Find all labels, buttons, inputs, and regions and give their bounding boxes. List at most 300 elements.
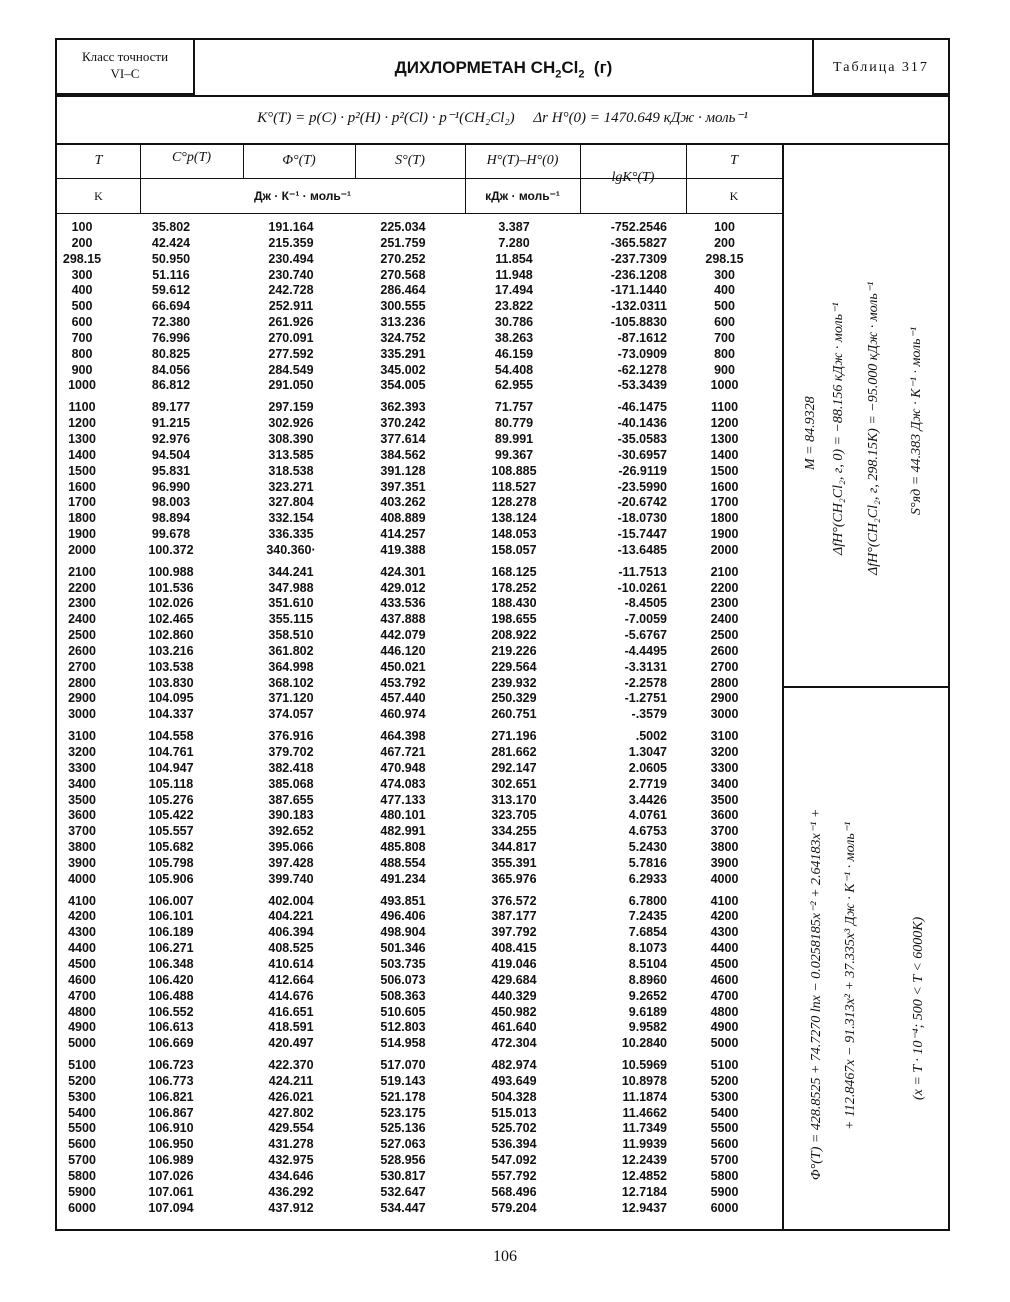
- accuracy-class-label: Класс точности: [81, 49, 169, 64]
- table-cell: 91.215: [151, 416, 191, 431]
- row-group: [57, 729, 782, 887]
- table-cell: 420.497: [268, 1036, 314, 1051]
- table-cell: 5500: [68, 1121, 96, 1136]
- table-row: [57, 495, 782, 511]
- table-cell: 188.430: [491, 596, 537, 611]
- table-cell: 148.053: [491, 527, 537, 542]
- unit-kJ: кДж · моль⁻¹: [485, 189, 560, 203]
- table-cell: 450.021: [380, 659, 426, 674]
- table-cell: 100: [714, 220, 735, 234]
- table-cell: 470.948: [380, 760, 426, 775]
- phi-formula-line2: + 112.8467x − 91.313x² + 37.335x³ Дж · К⁻¹ · моль⁻¹: [843, 821, 858, 1130]
- table-cell: 2200: [710, 580, 739, 595]
- table-cell: 442.079: [380, 628, 426, 643]
- table-cell: 501.346: [380, 941, 426, 956]
- table-cell: 5700: [68, 1153, 96, 1168]
- table-cell: 106.271: [148, 941, 194, 956]
- table-cell: 250.329: [491, 691, 537, 706]
- table-cell: 800: [714, 346, 735, 361]
- table-cell: 107.026: [148, 1168, 194, 1183]
- table-cell: 300.555: [380, 299, 426, 314]
- table-cell: -46.1475: [617, 400, 667, 415]
- table-cell: 498.904: [380, 925, 426, 940]
- table-cell: 399.740: [268, 871, 314, 886]
- table-cell: 2900: [68, 691, 96, 706]
- table-cell: 3500: [710, 792, 739, 807]
- table-cell: 426.021: [268, 1089, 314, 1104]
- table-cell: 1500: [710, 463, 739, 478]
- table-cell: 4.6753: [628, 824, 667, 839]
- table-cell: 482.974: [491, 1058, 537, 1073]
- table-cell: 35.802: [151, 220, 191, 234]
- table-cell: 313.170: [491, 792, 537, 807]
- table-row: [57, 432, 782, 448]
- table-cell: 12.4852: [621, 1168, 667, 1183]
- table-cell: 419.388: [380, 542, 426, 557]
- table-cell: 429.684: [491, 972, 537, 987]
- table-cell: 800: [71, 346, 93, 361]
- table-cell: 412.664: [268, 972, 314, 987]
- table-row: [57, 596, 782, 612]
- table-cell: 106.821: [148, 1089, 194, 1104]
- table-cell: 515.013: [491, 1105, 537, 1120]
- table-cell: 2500: [710, 628, 739, 643]
- table-cell: -5.6767: [624, 628, 667, 643]
- table-cell: 900: [714, 362, 735, 377]
- table-cell: 433.536: [380, 596, 426, 611]
- table-cell: 431.278: [268, 1137, 314, 1152]
- table-cell: 99.367: [494, 447, 534, 462]
- table-cell: 418.591: [268, 1020, 314, 1035]
- table-cell: 80.825: [151, 346, 191, 361]
- table-row: [57, 1121, 782, 1137]
- table-cell: 102.860: [148, 628, 194, 643]
- table-cell: 5900: [68, 1184, 96, 1199]
- table-row: [57, 707, 782, 723]
- table-cell: 5600: [68, 1137, 96, 1152]
- table-row: [57, 909, 782, 925]
- table-cell: 382.418: [268, 760, 314, 775]
- table-cell: 105.422: [148, 808, 194, 823]
- table-cell: 5500: [710, 1121, 739, 1136]
- table-row: [57, 761, 782, 777]
- table-row: [57, 793, 782, 809]
- col-header-T2: T: [730, 153, 738, 168]
- table-cell: 1200: [710, 416, 739, 431]
- table-cell: -73.0909: [617, 346, 667, 361]
- table-cell: 2300: [710, 596, 739, 611]
- table-number: Таблица 317: [812, 40, 948, 95]
- table-cell: 485.808: [380, 840, 426, 855]
- table-cell: 500: [714, 299, 735, 314]
- table-row: [57, 1185, 782, 1201]
- table-cell: 528.956: [380, 1153, 426, 1168]
- table-cell: 437.912: [268, 1200, 314, 1215]
- table-cell: 12.7184: [621, 1184, 667, 1199]
- table-cell: 2800: [68, 675, 96, 690]
- table-cell: 408.415: [491, 941, 537, 956]
- table-cell: 298.15: [705, 251, 744, 266]
- table-cell: 313.585: [268, 447, 314, 462]
- table-cell: 8.1073: [628, 941, 667, 956]
- table-cell: 318.538: [268, 463, 314, 478]
- table-row: [57, 1137, 782, 1153]
- table-cell: 450.982: [491, 1004, 537, 1019]
- table-cell: 397.351: [380, 479, 426, 494]
- table-cell: 313.236: [380, 315, 426, 330]
- table-cell: 460.974: [380, 707, 426, 722]
- table-cell: -365.5827: [610, 235, 667, 250]
- table-cell: 376.572: [491, 893, 537, 908]
- table-row: [57, 925, 782, 941]
- table-row: [57, 448, 782, 464]
- table-cell: 105.798: [148, 855, 194, 870]
- table-row: [57, 363, 782, 379]
- row-group: [57, 894, 782, 1052]
- table-cell: 5100: [710, 1058, 739, 1073]
- table-cell: 229.564: [491, 659, 537, 674]
- table-cell: 2300: [68, 596, 96, 611]
- table-row: [57, 612, 782, 628]
- table-cell: 600: [714, 315, 735, 330]
- table-cell: 107.061: [148, 1184, 194, 1199]
- table-cell: 404.221: [268, 909, 314, 924]
- table-cell: -236.1208: [610, 267, 667, 282]
- table-cell: 2.7719: [628, 776, 667, 791]
- table-cell: 30.786: [494, 315, 534, 330]
- table-cell: 453.792: [380, 675, 426, 690]
- table-cell: 8.5104: [628, 956, 667, 971]
- table-row: [57, 315, 782, 331]
- table-cell: 436.292: [268, 1184, 314, 1199]
- table-cell: 1800: [68, 511, 96, 526]
- table-cell: -237.7309: [610, 251, 667, 266]
- table-cell: 3700: [710, 824, 739, 839]
- table-row: [57, 973, 782, 989]
- table-cell: 1700: [68, 495, 96, 510]
- table-cell: 3200: [68, 745, 96, 759]
- table-cell: 1200: [68, 416, 96, 431]
- title-phase: (г): [584, 58, 613, 77]
- table-cell: 2000: [68, 542, 96, 557]
- table-cell: 397.792: [491, 925, 537, 940]
- table-cell: 102.026: [148, 596, 194, 611]
- table-cell: 38.263: [494, 330, 534, 345]
- table-row: [57, 660, 782, 676]
- table-cell: 12.2439: [621, 1153, 667, 1168]
- table-cell: 104.947: [148, 760, 194, 775]
- table-cell: 10.5969: [621, 1058, 667, 1073]
- table-row: [57, 480, 782, 496]
- table-cell: 482.991: [380, 824, 426, 839]
- table-row: [57, 957, 782, 973]
- table-cell: 94.504: [151, 447, 191, 462]
- table-cell: 3100: [710, 729, 739, 744]
- table-cell: 7.6854: [628, 925, 667, 940]
- table-cell: 477.133: [380, 792, 426, 807]
- table-cell: 11.7349: [622, 1121, 667, 1136]
- table-cell: 344.817: [491, 840, 537, 855]
- table-cell: 4100: [710, 893, 739, 908]
- table-cell: 89.177: [151, 400, 191, 415]
- table-cell: 92.976: [151, 431, 191, 446]
- col-header-Phi: Φ°(T): [282, 153, 316, 168]
- table-cell: 89.991: [494, 431, 534, 446]
- table-cell: 385.068: [268, 776, 314, 791]
- table-cell: 104.095: [148, 691, 194, 706]
- table-cell: 4000: [710, 871, 739, 886]
- table-cell: 364.998: [268, 659, 314, 674]
- table-row: [57, 236, 782, 252]
- table-cell: 106.669: [148, 1036, 194, 1051]
- table-cell: 496.406: [380, 909, 426, 924]
- table-cell: 106.613: [148, 1020, 194, 1035]
- table-cell: 2100: [68, 564, 96, 579]
- table-cell: 2700: [68, 659, 96, 674]
- equilibrium-formula: [57, 108, 948, 127]
- table-row: [57, 691, 782, 707]
- table-cell: 277.592: [268, 346, 314, 361]
- table-cell: 3.4426: [628, 792, 667, 807]
- table-row: [57, 840, 782, 856]
- table-cell: 106.189: [148, 925, 194, 940]
- table-row: [57, 252, 782, 268]
- table-cell: 355.115: [268, 612, 314, 627]
- table-cell: 700: [714, 330, 735, 345]
- table-cell: 397.428: [268, 855, 314, 870]
- table-cell: 525.702: [491, 1121, 537, 1136]
- table-cell: 1600: [710, 479, 739, 494]
- table-cell: 429.012: [380, 580, 426, 595]
- table-cell: 302.926: [268, 416, 314, 431]
- table-cell: -62.1278: [617, 362, 667, 377]
- table-row: [57, 1169, 782, 1185]
- table-cell: 106.989: [148, 1153, 194, 1168]
- table-row: [57, 347, 782, 363]
- table-cell: 4800: [68, 1004, 96, 1019]
- table-cell: 108.885: [491, 463, 537, 478]
- table-cell: 354.005: [380, 378, 426, 393]
- table-cell: 400: [71, 283, 93, 298]
- table-cell: 440.329: [491, 988, 537, 1003]
- table-row: [57, 824, 782, 840]
- table-row: [57, 628, 782, 644]
- table-cell: 230.494: [268, 251, 314, 266]
- table-cell: 493.851: [380, 893, 426, 908]
- table-cell: 98.894: [151, 511, 191, 526]
- table-cell: 422.370: [268, 1058, 314, 1073]
- table-cell: 54.408: [494, 362, 534, 377]
- table-cell: 11.1874: [622, 1089, 667, 1104]
- table-cell: 5200: [68, 1073, 96, 1088]
- table-cell: 419.046: [491, 956, 537, 971]
- table-cell: 270.091: [268, 330, 314, 345]
- table-cell: 10.2840: [621, 1036, 667, 1051]
- table-cell: 10.8978: [621, 1073, 667, 1088]
- table-cell: 11.854: [495, 251, 533, 266]
- table-cell: 514.958: [380, 1036, 426, 1051]
- table-cell: 103.538: [148, 659, 194, 674]
- table-cell: 105.118: [148, 776, 194, 791]
- col-header-Cp: C°p(T): [171, 150, 212, 165]
- table-cell: 2.0605: [628, 760, 667, 775]
- table-cell: 503.735: [380, 956, 426, 971]
- table-cell: 368.102: [268, 675, 314, 690]
- table-cell: 3400: [68, 776, 96, 791]
- table-row: [57, 527, 782, 543]
- row-group: [57, 565, 782, 723]
- table-cell: 12.9437: [621, 1200, 667, 1215]
- table-cell: -87.1612: [617, 330, 667, 345]
- table-cell: 474.083: [380, 776, 426, 791]
- table-cell: 4900: [68, 1020, 96, 1035]
- table-row: [57, 808, 782, 824]
- table-cell: 406.394: [268, 925, 314, 940]
- table-cell: 105.682: [148, 840, 194, 855]
- table-cell: 374.057: [268, 707, 314, 722]
- table-row: [57, 1201, 782, 1217]
- table-cell: 523.175: [380, 1105, 426, 1120]
- table-cell: 351.610: [268, 596, 314, 611]
- table-cell: -752.2546: [610, 220, 667, 234]
- table-cell: 536.394: [491, 1137, 537, 1152]
- table-cell: 527.063: [380, 1137, 426, 1152]
- table-cell: 6000: [68, 1200, 96, 1215]
- table-cell: 1400: [710, 447, 739, 462]
- table-cell: 5700: [710, 1153, 739, 1168]
- table-cell: 900: [71, 362, 93, 377]
- table-cell: 5400: [68, 1105, 96, 1120]
- table-cell: 1600: [68, 479, 96, 494]
- table-row: [57, 1020, 782, 1036]
- table-cell: 66.694: [151, 299, 191, 314]
- table-cell: 506.073: [380, 972, 426, 987]
- table-cell: 2600: [68, 643, 96, 658]
- table-cell: -1.2751: [624, 691, 667, 706]
- table-cell: 208.922: [491, 628, 537, 643]
- table-cell: 191.164: [268, 220, 314, 234]
- table-cell: 3400: [710, 776, 739, 791]
- table-cell: -7.0059: [624, 612, 667, 627]
- table-cell: 1400: [68, 447, 96, 462]
- table-cell: 519.143: [380, 1073, 426, 1088]
- table-cell: 461.640: [491, 1020, 537, 1035]
- table-row: [57, 565, 782, 581]
- table-cell: 4500: [710, 956, 739, 971]
- table-cell: 387.655: [268, 792, 314, 807]
- table-cell: -4.4495: [624, 643, 667, 658]
- table-cell: 62.955: [494, 378, 534, 393]
- table-cell: 286.464: [380, 283, 426, 298]
- table-cell: 371.120: [268, 691, 314, 706]
- table-cell: 1500: [68, 463, 96, 478]
- table-cell: 4.0761: [628, 808, 667, 823]
- table-cell: 4800: [710, 1004, 739, 1019]
- table-cell: 106.101: [148, 909, 194, 924]
- table-cell: 1000: [710, 378, 739, 393]
- table-cell: 103.830: [148, 675, 194, 690]
- table-cell: 512.803: [380, 1020, 426, 1035]
- row-group: [57, 1058, 782, 1216]
- table-cell: 59.612: [151, 283, 191, 298]
- table-cell: 579.204: [491, 1200, 537, 1215]
- table-cell: 225.034: [380, 220, 426, 234]
- table-cell: 99.678: [151, 527, 191, 542]
- table-cell: 5300: [68, 1089, 96, 1104]
- enthalpy-formation-298: ΔfH°(CH₂Cl₂, г, 298.15K) = −95.000 кДж · моль⁻¹: [866, 281, 881, 575]
- unit-J: Дж · К⁻¹ · моль⁻¹: [253, 189, 352, 203]
- table-cell: -15.7447: [617, 527, 667, 542]
- table-cell: 106.867: [148, 1105, 194, 1120]
- table-row: [57, 676, 782, 692]
- table-cell: 71.757: [494, 400, 534, 415]
- table-row: [57, 745, 782, 761]
- table-cell: 7.280: [498, 235, 530, 250]
- table-cell: 410.614: [268, 956, 314, 971]
- table-cell: 128.278: [491, 495, 537, 510]
- table-cell: 158.057: [491, 542, 537, 557]
- table-cell: .5002: [635, 729, 667, 744]
- table-cell: 271.196: [491, 729, 537, 744]
- table-cell: 5000: [68, 1036, 96, 1051]
- table-cell: 106.723: [148, 1058, 194, 1073]
- table-cell: -30.6957: [617, 447, 667, 462]
- table-cell: 424.211: [268, 1073, 314, 1088]
- table-cell: 568.496: [491, 1184, 537, 1199]
- table-cell: 3700: [68, 824, 96, 839]
- table-row: [57, 856, 782, 872]
- table-row: [57, 1005, 782, 1021]
- table-cell: 230.740: [268, 267, 314, 282]
- table-cell: 347.988: [268, 580, 314, 595]
- table-cell: 517.070: [380, 1058, 426, 1073]
- table-cell: 491.234: [380, 871, 426, 886]
- table-cell: 2700: [710, 659, 739, 674]
- table-cell: 480.101: [380, 808, 426, 823]
- table-cell: 332.154: [268, 511, 314, 526]
- table-cell: 547.092: [491, 1153, 537, 1168]
- col-header-H: H°(T)–H°(0): [486, 153, 559, 168]
- table-cell: 239.932: [491, 675, 537, 690]
- table-cell: 76.996: [151, 330, 191, 345]
- table-row: [57, 1090, 782, 1106]
- table-cell: -26.9119: [618, 463, 667, 478]
- table-cell: 5900: [710, 1184, 739, 1199]
- table-cell: -.3579: [631, 707, 667, 722]
- unit-K2: K: [729, 189, 739, 203]
- table-cell: 302.651: [491, 776, 537, 791]
- table-cell: 281.662: [491, 745, 537, 759]
- title-sub1: 2: [555, 68, 562, 81]
- table-cell: 11.948: [495, 267, 533, 282]
- table-cell: 429.554: [268, 1121, 314, 1136]
- table-cell: 200: [71, 235, 93, 250]
- table-cell: 472.304: [491, 1036, 537, 1051]
- title-text: ДИХЛОРМЕТАН CH: [394, 58, 556, 77]
- table-cell: 4200: [710, 909, 739, 924]
- table-row: [57, 941, 782, 957]
- table-cell: 327.804: [268, 495, 314, 510]
- table-cell: 251.759: [380, 235, 426, 250]
- table-cell: 8.8960: [628, 972, 667, 987]
- table-cell: 335.291: [380, 346, 426, 361]
- table-cell: -40.1436: [617, 416, 667, 431]
- table-cell: 219.226: [491, 643, 537, 658]
- phi-formula-range: (x = T · 10⁻⁴; 500 < T < 6000K): [911, 916, 926, 1100]
- table-cell: 104.337: [148, 707, 194, 722]
- table-cell: 260.751: [491, 707, 537, 722]
- table-cell: 104.761: [148, 745, 194, 759]
